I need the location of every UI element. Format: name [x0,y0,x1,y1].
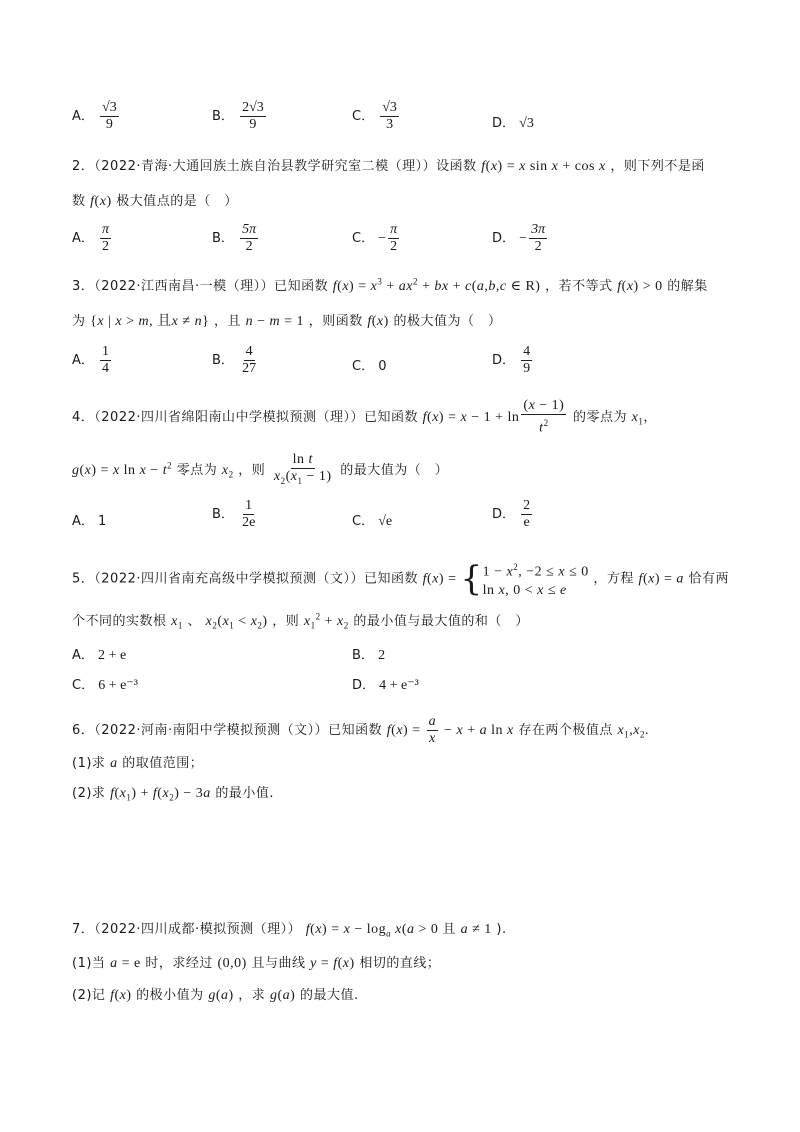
q7-line1: 7．（2022·四川成都·模拟预测（理）） $f(x) = x - \log_a x(a > 0$ 且 a ≠ 1 ). [72,922,507,939]
q2-option-d[interactable]: D． − $\frac{3\pi}{2}$ [492,222,546,254]
q5-option-d[interactable]: D． 4 + e⁻³ [352,678,419,693]
q1-option-c-value: $\frac{√3}{3}$ [382,100,397,132]
q2-line1: 2．（2022·青海·大通回族土族自治县教学研究室二模（理））设函数 f(x) = x sin x + cos x ，则下列不是函 [72,159,705,174]
q6-line1: 6．（2022·河南·南阳中学模拟预测（文））已知函数 f(x) = $\frac{a}{x}$ − x + a ln x 存在两个极值点 $x_1,x_2$. [72,714,649,746]
q3-option-b[interactable]: B． $\frac{4}{27}$ [212,344,257,376]
q4-line1: 4．（2022·四川省绵阳南山中学模拟预测（理））已知函数 f(x) = x − 1 + ln $\frac{(x - 1)}{t^2}$ 的零点为 $x_1$， [72,398,657,436]
q4-option-d[interactable]: D． $\frac{2}{e}$ [492,498,531,530]
q3-option-a[interactable]: A． $\frac{1}{4}$ [72,344,110,376]
q4-option-c[interactable]: C． √e [352,514,393,529]
q3-line2: 为 {x | x > m, 且x ≠ n} ，且 n − m = 1 ，则函数 f(x) 的极大值为（ ） [72,314,502,329]
q2-line2: 数 f(x) 极大值点的是（ ） [72,194,238,209]
q5-option-b[interactable]: B． 2 [352,648,386,663]
q1-option-a-value: $\frac{√3}{9}$ [102,100,117,132]
q3-option-c[interactable]: C． 0 [352,359,387,374]
q1-option-d[interactable]: D． √3 [492,116,534,131]
q7-part1: (1)当 a = e 时，求经过 (0,0) 且与曲线 y = f(x) 相切的直线； [72,956,441,971]
q4-option-a[interactable]: A． 1 [72,514,107,529]
q1-option-a[interactable]: A． $\frac{√3}{9}$ [72,100,117,132]
q6-part1: (1)求 a 的取值范围； [72,756,204,771]
q4-line2: g(x) = x $\ln x - t^2$ 零点为 $x_2$ ，则 $\frac{\text{ln t}}{x_2(x_1 - 1)}$ 的最大值为（ ） [72,452,449,486]
q4-option-b[interactable]: B． $\frac{1}{2e}$ [212,498,256,530]
q2-option-a[interactable]: A． $\frac{\pi}{2}$ [72,222,110,254]
q3-line1: 3．（2022·江西南昌·一模（理））已知函数 $f(x) = x^3 + ax^2$ + bx + c(a,b,c ∈ R) ，若不等式 f(x) > 0 的解集 [72,276,708,294]
q5-option-a[interactable]: A． 2 + e [72,648,127,663]
q6-part2: (2)求 $f(x_1) + f(x_2) - 3a$ 的最小值. [72,786,275,803]
q5-line2: 个不同的实数根 $x_1$ 、 $x_2(x_1 < x_2)$ ，则 $x_1^2 + x_2$ 的最小值与最大值的和（ ） [72,611,529,631]
q3-option-d[interactable]: D． $\frac{4}{9}$ [492,344,531,376]
q1-option-b[interactable]: B． $\frac{2√3}{9}$ [212,100,264,132]
q1-option-b-value: $\frac{2√3}{9}$ [242,100,264,132]
q2-option-b[interactable]: B． $\frac{5\pi}{2}$ [212,222,257,254]
q5-line1: 5．（2022·四川省南充高级中学模拟预测（文））已知函数 f(x) = { $1 - x^2$, −2 ≤ x ≤ 0 ln x, 0 < x ≤ e ，方程 f(x) = a 恰有两 [72,558,730,599]
q1-option-c[interactable]: C． $\frac{√3}{3}$ [352,100,397,132]
q1-option-d-value: √3 [519,116,534,131]
q5-option-c[interactable]: C． 6 + e⁻³ [72,678,138,693]
q7-part2: (2)记 f(x) 的极小值为 g(a) ，求 g(a) 的最大值. [72,988,359,1003]
q2-formula: f [481,159,486,174]
q2-option-c[interactable]: C． − $\frac{\pi}{2}$ [352,222,398,254]
